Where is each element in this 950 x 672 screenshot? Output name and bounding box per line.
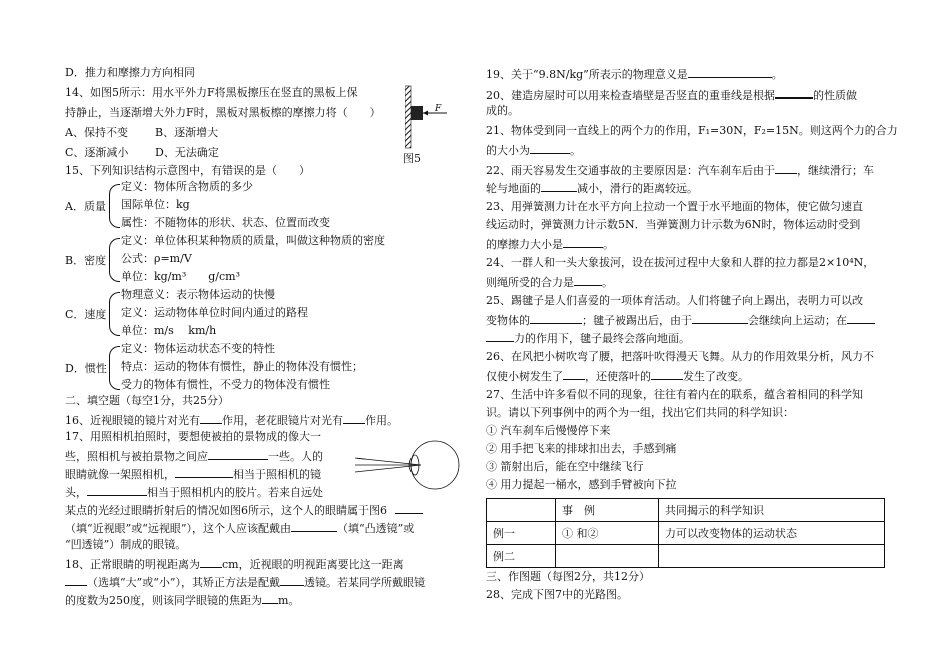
brace-c <box>109 292 120 336</box>
q27-item-2: ② 用手把飞来的排球扣出去，手感到痛 <box>486 442 677 455</box>
q27-item-1: ① 汽车刹车后慢慢停下来 <box>486 424 611 437</box>
q17-line7: “凹透镜”）制成的眼镜。 <box>65 538 187 551</box>
q19 <box>486 66 783 82</box>
q27-item-4: ④ 用力提起一桶水，感到手臂被向下拉 <box>486 478 677 491</box>
q21-text-b: 的大小为 <box>486 144 530 157</box>
q16-text-b: 作用，老花眼镜片对光有 <box>222 414 343 427</box>
q14-line2: 持静止，当逐渐增大外力F时，黑板对黑板檫的摩擦力将（ ） <box>65 106 381 119</box>
q18-l3b: m。 <box>278 594 300 607</box>
q24-line2 <box>486 274 613 290</box>
q23-line2: 线运动时，弹簧测力计示数5N．当弹簧测力计示数为6N时，物体运动时受到 <box>486 218 861 231</box>
q15-option-a-head: A．质量 <box>65 200 106 213</box>
figure-6-caption: 图6 <box>369 504 387 517</box>
q15-b-line2: 公式：ρ=m/V <box>121 252 192 265</box>
q20-line2: 成的。 <box>486 104 519 117</box>
q16-blank-2[interactable] <box>343 412 365 424</box>
q18-line3 <box>65 592 299 608</box>
table-cell: 力可以改变物体的运动状态 <box>659 522 885 545</box>
q24-line1: 24、一群人和一头大象拔河，设在拔河过程中大象和人群的拉力都是2×10⁴N， <box>486 256 875 269</box>
q17-l6a: （填“近视眼”或“远视眼”），这个人应该配戴由 <box>65 522 291 535</box>
q17-blank-4[interactable] <box>395 502 423 514</box>
q25-text-d: 力的作用下，毽子最终会落向地面。 <box>514 332 690 345</box>
q17-blank-2[interactable] <box>175 466 233 478</box>
q23-text-a: 的摩擦力大小是 <box>486 238 563 251</box>
q28: 28、完成下图7中的光路图。 <box>486 588 628 601</box>
option-d-line: D．推力和摩擦力方向相同 <box>65 66 195 79</box>
brace-b <box>109 238 120 282</box>
q17-l5: 某点的光经过眼睛折射后的情况如图6所示，这个人的眼睛属于 <box>65 504 369 517</box>
q25-blank-1[interactable] <box>530 312 582 324</box>
q17-line5 <box>65 502 423 518</box>
q27-item-3: ③ 箭射出后，能在空中继续飞行 <box>486 460 644 473</box>
q17-line4 <box>65 484 323 500</box>
q20-text-a: 20、建造房屋时可以用来检查墙壁是否竖直的重垂线是根据 <box>486 89 775 102</box>
q15-c-line3: 单位：m/s km/h <box>121 324 217 337</box>
q17-l6b: （填“凸透镜”或 <box>337 522 415 535</box>
q25-line2 <box>486 312 875 328</box>
q17-line1: 17、用照相机拍照时，要想使被拍的景物成的像大一 <box>65 430 321 443</box>
q18-l2a: （选填“大”或“小”），其矫正方法是配戴 <box>87 576 280 589</box>
q25-blank-4[interactable] <box>486 330 514 342</box>
table-row <box>487 522 885 545</box>
q19-blank[interactable] <box>688 66 772 78</box>
q26-line1: 26、在风把小树吹弯了腰，把落叶吹得漫天飞舞。从力的作用效果分析，风力不 <box>486 350 874 363</box>
force-label: F <box>435 104 442 114</box>
q17-blank-5[interactable] <box>291 520 337 532</box>
q14-option-d: D、无法确定 <box>155 146 219 159</box>
table-header-knowledge: 共同揭示的科学知识 <box>659 499 885 522</box>
q22-text-a: 22、雨天容易发生交通事故的主要原因是：汽车刹车后由于 <box>486 164 775 177</box>
q18-blank-4[interactable] <box>262 592 278 604</box>
q25-blank-2[interactable] <box>692 312 748 324</box>
q17-l2b: 一些。人的 <box>268 450 323 463</box>
q23-end: 。 <box>603 238 614 251</box>
table-header-example: 事 例 <box>556 499 659 522</box>
q18-blank-2[interactable] <box>65 574 87 586</box>
q21-line1: 21、物体受到同一直线上的两个力的作用，F₁=30N，F₂=15N。则这两个力的合力 <box>486 124 898 137</box>
q21-blank[interactable] <box>530 142 570 154</box>
q20-line1 <box>486 86 857 103</box>
figure-6-eye-diagram <box>355 438 465 494</box>
q19-end: 。 <box>771 68 783 81</box>
q18-l1a: 18、正常眼睛的明视距离为 <box>65 558 200 571</box>
q16-blank-1[interactable] <box>200 412 222 424</box>
q27-line2: 识。请以下列事例中的两个为一组，找出它们共同的科学知识： <box>486 406 794 419</box>
q15-a-line3: 属性：不随物体的形状、状态、位置而改变 <box>121 216 330 229</box>
q15-stem: 15、下列知识结构示意图中，有错误的是（ ） <box>65 164 310 177</box>
q17-line2 <box>65 448 323 464</box>
q18-blank-3[interactable] <box>280 574 304 586</box>
q14-option-a: A、保持不变 <box>65 126 128 139</box>
brace-a <box>109 184 120 228</box>
q26-blank-1[interactable] <box>563 368 585 380</box>
q23-line3 <box>486 236 614 252</box>
q19-text: 19、关于“9.8N/kg”所表示的物理意义是 <box>486 68 688 81</box>
q17-l4b: 相当于照相机内的胶片。若来自远处 <box>147 486 323 499</box>
q18-line1 <box>65 556 404 572</box>
figure-5-caption: 图5 <box>403 152 421 165</box>
q17-l4a: 头， <box>65 486 87 499</box>
q27-example-table <box>486 498 885 568</box>
section-2-heading: 二、填空题（每空1分，共25分） <box>65 394 229 407</box>
q14-option-b: B、逐渐增大 <box>155 126 219 139</box>
q17-l2a: 些，照相机与被拍景物之间应 <box>65 450 208 463</box>
q22-blank-1[interactable] <box>775 162 797 174</box>
q16-text-a: 16、近视眼镜的镜片对光有 <box>65 414 200 427</box>
q20-text-b: 的性质做 <box>813 89 857 102</box>
q14-option-c: C、逐渐减小 <box>65 146 129 159</box>
table-cell <box>487 499 556 522</box>
q25-line1: 25、踢毽子是人们喜爱的一项体育活动。人们将毽子向上踢出，表明力可以改 <box>486 294 863 307</box>
table-cell: 例一 <box>487 522 556 545</box>
q17-blank-3[interactable] <box>87 484 147 496</box>
q15-option-b-head: B．密度 <box>65 254 107 267</box>
q17-line3 <box>65 466 321 482</box>
q21-line2 <box>486 142 581 158</box>
q17-blank-1[interactable] <box>208 448 268 460</box>
q15-d-line2: 特点：运动的物体有惯性，静止的物体没有惯性； <box>121 360 363 373</box>
q18-line2 <box>65 574 425 590</box>
table-row <box>487 545 885 568</box>
q15-a-line2: 国际单位：kg <box>121 198 190 211</box>
table-cell: ① 和② <box>556 522 659 545</box>
q14-line1: 14、如图5所示：用水平外力F将黑板擦压在竖直的黑板上保 <box>65 86 358 99</box>
q17-l3b: 相当于照相机的镜 <box>233 468 321 481</box>
q27-line1: 27、生活中许多看似不同的现象，往往有着内在的联系，蕴含着相同的科学知 <box>486 388 863 401</box>
q23-blank[interactable] <box>563 236 603 248</box>
q15-b-line3: 单位：kg/m³ g/cm³ <box>121 270 241 283</box>
q26-line2 <box>486 368 749 384</box>
q16-text-c: 作用。 <box>365 414 398 427</box>
q17-l3a: 眼睛就像一架照相机， <box>65 468 175 481</box>
table-cell: 例二 <box>487 545 556 568</box>
q26-text-c: 发生了改变。 <box>683 370 749 383</box>
q24-end: 。 <box>602 276 613 289</box>
q25-blank-3[interactable] <box>847 312 875 324</box>
q22-line1 <box>486 162 874 178</box>
q26-text-b: ，还使落叶的 <box>585 370 651 383</box>
q15-c-line1: 物理意义：表示物体运动的快慢 <box>121 288 275 301</box>
q24-text-a: 则绳所受的合力是 <box>486 276 574 289</box>
table-cell-input[interactable] <box>659 545 885 568</box>
brace-d <box>109 346 120 390</box>
table-header-row <box>487 499 885 522</box>
q23-line1: 23、用弹簧测力计在水平方向上拉动一个置于水平地面的物体，使它做匀速直 <box>486 200 863 213</box>
q15-d-line1: 定义：物体运动状态不变的特性 <box>121 342 275 355</box>
q16 <box>65 412 398 428</box>
section-3-heading: 三、作图题（每图2分，共12分） <box>486 570 650 583</box>
q15-b-line1: 定义：单位体积某种物质的质量，叫做这种物质的密度 <box>121 234 385 247</box>
q18-l2b: 透镜。若某同学所戴眼镜 <box>304 576 425 589</box>
q18-l3a: 的度数为250度，则该同学眼镜的焦距为 <box>65 594 262 607</box>
q26-text-a: 仅使小树发生了 <box>486 370 563 383</box>
q24-blank[interactable] <box>574 274 602 286</box>
q25-text-b: ；毽子被踢出后，由于 <box>582 314 692 327</box>
q25-text-a: 变物体的 <box>486 314 530 327</box>
q15-c-line2: 定义：运动物体单位时间内通过的路程 <box>121 306 308 319</box>
q15-option-c-head: C．速度 <box>65 308 107 321</box>
q20-blank[interactable] <box>775 86 813 99</box>
q21-end: 。 <box>570 144 581 157</box>
q17-line6 <box>65 520 414 536</box>
q22-text-b: ，继续滑行；车 <box>797 164 874 177</box>
q18-blank-1[interactable] <box>200 556 222 568</box>
q25-text-c: 会继续向上运动；在 <box>748 314 847 327</box>
q15-d-line3: 受力的物体有惯性，不受力的物体没有惯性 <box>121 378 330 391</box>
q22-line2 <box>486 180 698 196</box>
q22-text-c: 轮与地面的 <box>486 182 541 195</box>
q26-blank-2[interactable] <box>651 368 683 380</box>
q22-text-d: 减小，滑行的距离较远。 <box>577 182 698 195</box>
q15-a-line1: 定义：物体所含物质的多少 <box>121 180 253 193</box>
table-cell-input[interactable] <box>556 545 659 568</box>
q15-option-d-head: D．惯性 <box>65 362 107 375</box>
q25-line3 <box>486 330 690 346</box>
q18-l1b: cm，近视眼的明视距离要比这一距离 <box>222 558 404 571</box>
q22-blank-2[interactable] <box>541 180 577 192</box>
